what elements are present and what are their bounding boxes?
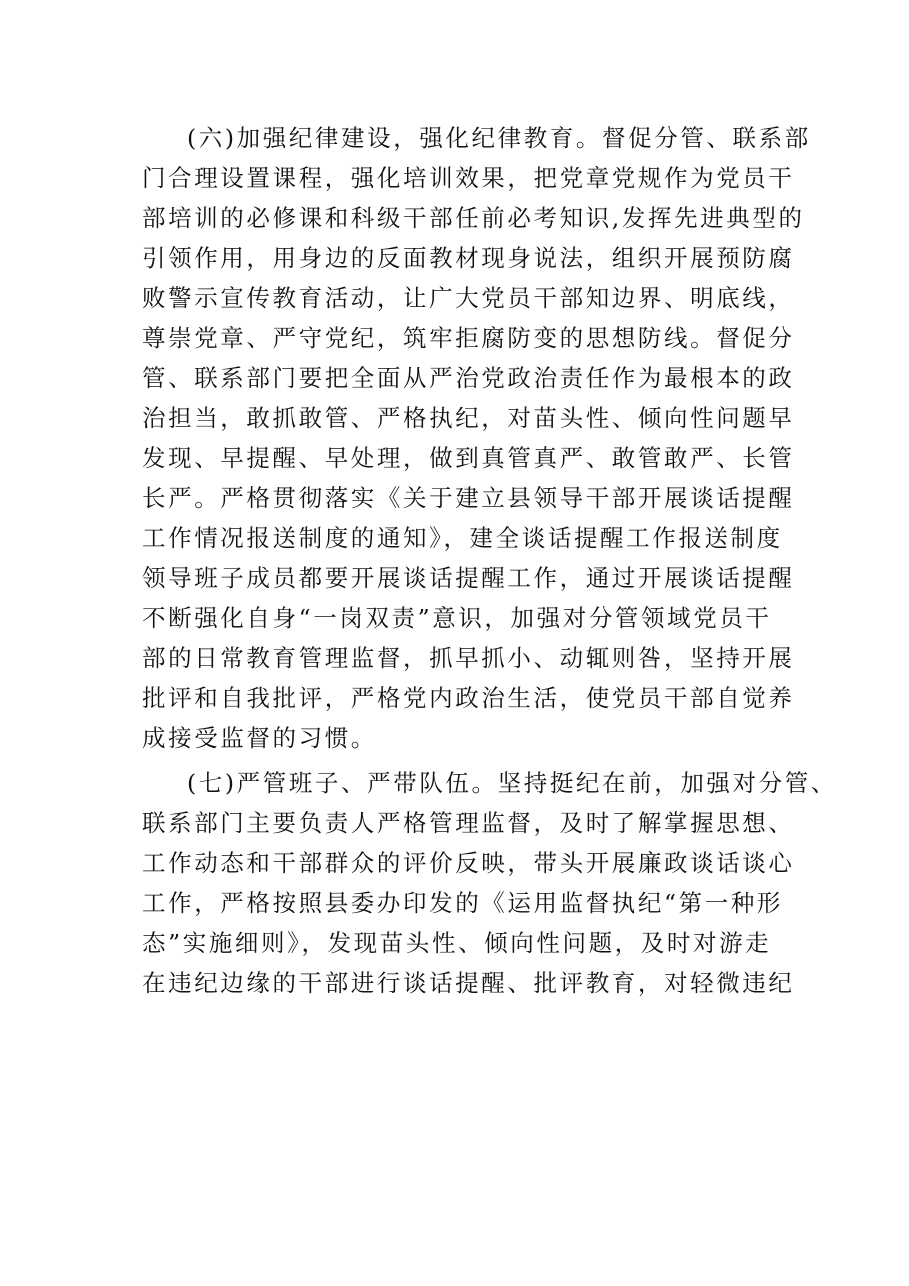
text-line: 门合理设置课程，强化培训效果，把党章党规作为党员干 xyxy=(142,164,795,192)
text-line: 态”实施细则》，发现苗头性、倾向性问题，及时对游走 xyxy=(142,929,772,957)
text-line: 发现、早提醒、早处理，做到真管真严、敢管敢严、长管 xyxy=(142,444,795,472)
text-line: 联系部门主要负责人严格管理监督，及时了解掌握思想、 xyxy=(142,809,795,837)
text-line: 引领作用，用身边的反面教材现身说法，组织开展预防腐 xyxy=(142,244,795,272)
text-line: 尊崇党章、严守党纪，筑牢拒腐防变的思想防线。督促分 xyxy=(142,324,795,352)
text-line: 在违纪边缘的干部进行谈话提醒、批评教育，对轻微违纪 xyxy=(142,969,795,997)
text-line: 长严。严格贯彻落实《关于建立县领导干部开展谈话提醒 xyxy=(142,484,795,512)
text-line: 部的日常教育管理监督，抓早抓小、动辄则咎，坚持开展 xyxy=(142,644,795,672)
text-line: 成接受监督的习惯。 xyxy=(142,724,377,752)
text-line: 工作动态和干部群众的评价反映，带头开展廉政谈话谈心 xyxy=(142,849,795,877)
text-line: 败警示宣传教育活动，让广大党员干部知边界、明底线， xyxy=(142,284,795,312)
text-line: 工作情况报送制度的通知》，建全谈话提醒工作报送制度 xyxy=(142,524,783,552)
text-line: 工作，严格按照县委办印发的《运用监督执纪“第一种形 xyxy=(142,889,784,917)
text-line: 不断强化自身“一岗双责”意识，加强对分管领域党员干 xyxy=(142,604,772,632)
text-line: (七)严管班子、严带队伍。坚持挺纪在前，加强对分管、 xyxy=(187,769,837,797)
text-line: 领导班子成员都要开展谈话提醒工作，通过开展谈话提醒 xyxy=(142,564,795,592)
text-line: 批评和自我批评，严格党内政治生活，使党员干部自觉养 xyxy=(142,684,795,712)
text-line: 部培训的必修课和科级干部任前必考知识,发挥先进典型的 xyxy=(142,204,805,232)
text-line: 管、联系部门要把全面从严治党政治责任作为最根本的政 xyxy=(142,364,795,392)
text-line: (六)加强纪律建设，强化纪律教育。督促分管、联系部 xyxy=(187,124,811,152)
text-line: 治担当，敢抓敢管、严格执纪，对苗头性、倾向性问题早 xyxy=(142,404,795,432)
